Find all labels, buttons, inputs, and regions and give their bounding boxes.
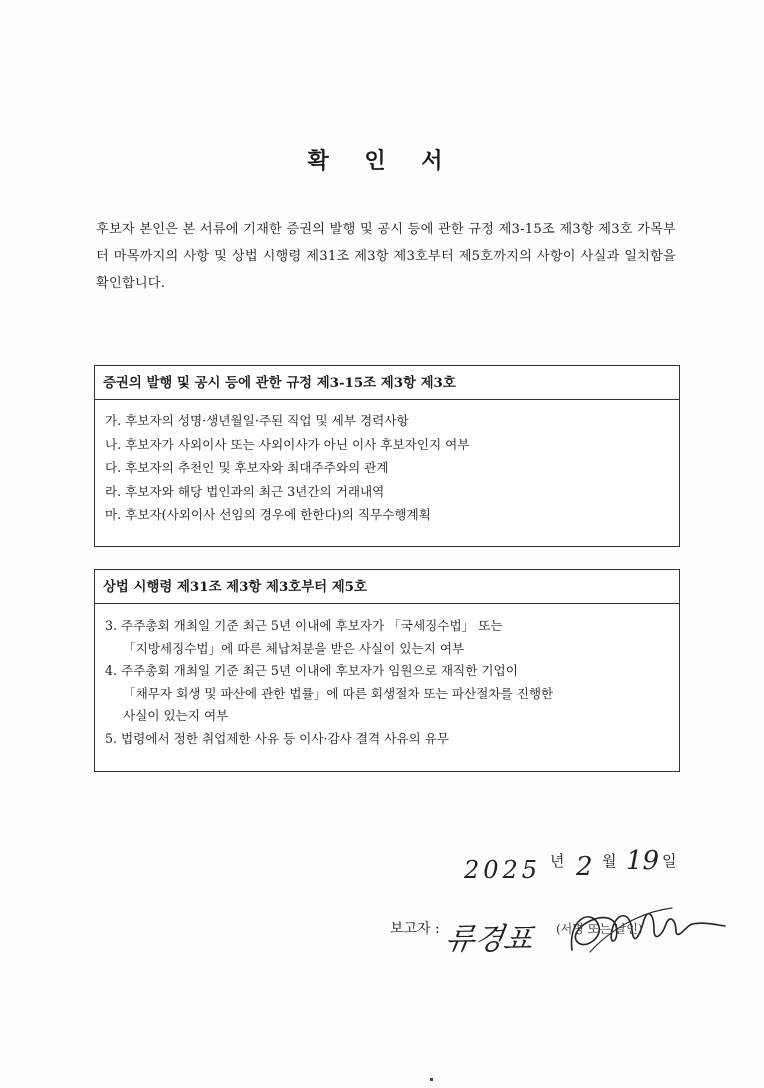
- commercial-act-box: [94, 569, 680, 772]
- list-item: 가. 후보자의 성명·생년월일·주된 직업 및 세부 경력사항: [105, 413, 409, 428]
- intro-paragraph: 후보자 본인은 본 서류에 기재한 증권의 발행 및 공시 등에 관한 규정 제3-15조 제3항 제3호 가목부터 마목까지의 사항 및 상법 시행령 제31조 제3항 제3호부터 제5호까지의 사항이 사실과 일치함을 확인합니다.: [96, 222, 676, 291]
- list-item: 마. 후보자(사외이사 선임의 경우에 한한다)의 직무수행계획: [105, 507, 431, 522]
- scan-speck: [430, 1078, 433, 1081]
- list-item: 4. 주주총회 개최일 기준 최근 5년 이내에 후보자가 임원으로 재직한 기업이: [105, 663, 518, 678]
- handwritten-name: 류경표: [443, 922, 535, 957]
- month-label: 월: [602, 852, 617, 870]
- regulation-item-list: [95, 400, 679, 527]
- reporter-label: 보고자 :: [390, 921, 440, 937]
- regulation-box: [94, 365, 680, 547]
- sign-note: (서명 또는 날인): [556, 922, 643, 936]
- date-line: [464, 842, 704, 890]
- regulation-box-header: 증권의 발행 및 공시 등에 관한 규정 제3-15조 제3항 제3호: [95, 366, 679, 400]
- list-item-continuation: 「채무자 회생 및 파산에 관한 법률」에 따른 회생절차 또는 파산절차를 진행한: [123, 685, 554, 701]
- list-item: 3. 주주총회 개최일 기준 최근 5년 이내에 후보자가 「국세징수법」 또는: [105, 618, 503, 633]
- document-title: 확 인 서: [307, 149, 457, 174]
- day-label: 일: [662, 852, 677, 870]
- list-item-continuation: 「지방세징수법」에 따른 체납처분을 받은 사실이 있는지 여부: [123, 640, 465, 656]
- list-item: 다. 후보자의 추천인 및 후보자와 최대주주와의 관계: [105, 460, 389, 475]
- commercial-act-item-list: [95, 604, 679, 750]
- list-item-continuation: 사실이 있는지 여부: [123, 708, 229, 723]
- year-label: 년: [550, 852, 565, 870]
- list-item: 나. 후보자가 사외이사 또는 사외이사가 아닌 이사 후보자인지 여부: [105, 436, 470, 452]
- handwritten-year: 2025: [464, 856, 542, 884]
- list-item: 5. 법령에서 정한 취업제한 사유 등 이사·감사 결격 사유의 유무: [105, 730, 450, 746]
- handwritten-day: 19: [626, 846, 660, 876]
- handwritten-month: 2: [576, 852, 593, 882]
- list-item: 라. 후보자와 해당 법인과의 최근 3년간의 거래내역: [105, 483, 385, 499]
- commercial-act-box-header: 상법 시행령 제31조 제3항 제3호부터 제5호: [95, 570, 679, 604]
